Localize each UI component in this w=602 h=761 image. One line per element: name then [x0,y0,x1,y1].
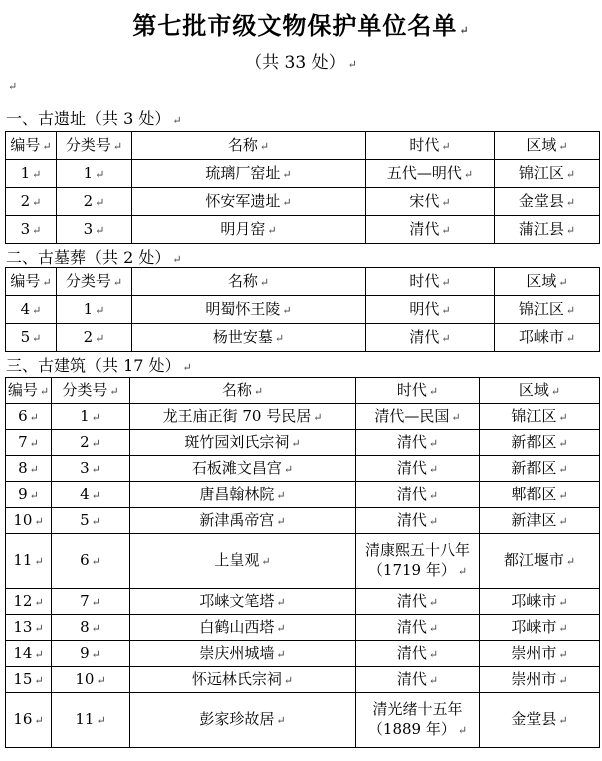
table-cell: 清代 ↵ [356,430,480,456]
table-cell: 3 ↵ [6,216,57,244]
table-cell: 4 ↵ [6,296,57,324]
table-cell: 清代 ↵ [356,508,480,534]
table-row [6,324,600,352]
column-header: 分类号 ↵ [57,132,132,160]
table-cell: 13 ↵ [6,615,52,641]
table-cell: 清代 ↵ [356,589,480,615]
table-cell: 7 ↵ [52,589,130,615]
table-cell: 上皇观 ↵ [130,534,356,589]
table-cell: 龙王庙正街 70 号民居 ↵ [130,404,356,430]
table-row [6,482,600,508]
table-cell: 金堂县 ↵ [480,693,600,748]
table-cell: 7 ↵ [6,430,52,456]
table-cell: 锦江区 ↵ [495,296,600,324]
table-cell: 新都区 ↵ [480,456,600,482]
table-row [6,615,600,641]
table-cell: 1 ↵ [52,404,130,430]
column-header: 名称 ↵ [132,132,366,160]
table-cell: 2 ↵ [57,188,132,216]
table-cell: 杨世安墓 ↵ [132,324,366,352]
table-cell: 10 ↵ [52,667,130,693]
column-header: 编号 ↵ [6,268,57,296]
table-cell: 锦江区 ↵ [480,404,600,430]
table-cell: 锦江区 ↵ [495,160,600,188]
table-cell: 清代 ↵ [356,456,480,482]
column-header: 时代 ↵ [366,132,495,160]
column-header: 编号 ↵ [6,132,57,160]
table-ancient-buildings [5,377,600,748]
column-header: 时代 ↵ [366,268,495,296]
table-ancient-sites [5,131,600,244]
section-heading-ancient-buildings: 三、古建筑（共 17 处） ↵ [6,356,192,375]
table-cell: 14 ↵ [6,641,52,667]
table-cell: 12 ↵ [6,589,52,615]
table-cell: 明代 ↵ [366,296,495,324]
table-cell: 新津禹帝宫 ↵ [130,508,356,534]
table-cell: 邛崃市 ↵ [495,324,600,352]
table-cell: 新津区 ↵ [480,508,600,534]
table-cell: 蒲江县 ↵ [495,216,600,244]
table-cell: 崇庆州城墙 ↵ [130,641,356,667]
column-header: 区域 ↵ [480,378,600,404]
table-row [6,667,600,693]
table-cell: 5 ↵ [52,508,130,534]
table-cell: 都江堰市 ↵ [480,534,600,589]
column-header: 编号 ↵ [6,378,52,404]
table-row [6,456,600,482]
table-cell: 1 ↵ [57,296,132,324]
table-cell: 15 ↵ [6,667,52,693]
table-cell: 10 ↵ [6,508,52,534]
table-cell: 清代 ↵ [356,667,480,693]
paragraph-mark: ↵ [8,80,18,93]
table-cell: 清光绪十五年（1889 年） ↵ [356,693,480,748]
section-heading-ancient-sites: 一、古遗址（共 3 处） ↵ [6,109,182,128]
table-row [6,693,600,748]
column-header: 时代 ↵ [356,378,480,404]
table-cell: 清代 ↵ [366,216,495,244]
table-row [6,430,600,456]
table-cell: 6 ↵ [52,534,130,589]
table-cell: 3 ↵ [52,456,130,482]
table-cell: 崇州市 ↵ [480,667,600,693]
table-cell: 唐昌翰林院 ↵ [130,482,356,508]
column-header: 名称 ↵ [132,268,366,296]
table-cell: 明蜀怀王陵 ↵ [132,296,366,324]
table-cell: 彭家珍故居 ↵ [130,693,356,748]
table-cell: 2 ↵ [57,324,132,352]
table-cell: 5 ↵ [6,324,57,352]
page-subtitle: （共 33 处） ↵ [245,53,357,73]
table-cell: 明月窑 ↵ [132,216,366,244]
table-cell: 邛崃市 ↵ [480,615,600,641]
table-cell: 11 ↵ [6,534,52,589]
header-row [6,268,600,296]
table-cell: 郫都区 ↵ [480,482,600,508]
table-cell: 3 ↵ [57,216,132,244]
table-cell: 清代 ↵ [356,482,480,508]
table-row [6,216,600,244]
table-cell: 2 ↵ [6,188,57,216]
table-row [6,404,600,430]
table-cell: 石板滩文昌宫 ↵ [130,456,356,482]
column-header: 分类号 ↵ [52,378,130,404]
column-header: 区域 ↵ [495,132,600,160]
page-title: 第七批市级文物保护单位名单 ↵ [132,11,470,40]
table-row [6,508,600,534]
table-cell: 邛崃文笔塔 ↵ [130,589,356,615]
table-row [6,296,600,324]
table-cell: 清代—民国 ↵ [356,404,480,430]
table-cell: 清代 ↵ [366,324,495,352]
table-cell: 五代—明代 ↵ [366,160,495,188]
table-ancient-tombs [5,267,600,352]
column-header: 名称 ↵ [130,378,356,404]
table-cell: 怀远林氏宗祠 ↵ [130,667,356,693]
header-row [6,378,600,404]
table-row [6,534,600,589]
table-cell: 16 ↵ [6,693,52,748]
table-cell: 怀安军遗址 ↵ [132,188,366,216]
table-cell: 9 ↵ [52,641,130,667]
table-cell: 宋代 ↵ [366,188,495,216]
table-cell: 琉璃厂窑址 ↵ [132,160,366,188]
table-cell: 清康熙五十八年（1719 年） ↵ [356,534,480,589]
table-row [6,188,600,216]
table-cell: 4 ↵ [52,482,130,508]
table-cell: 1 ↵ [6,160,57,188]
header-row [6,132,600,160]
table-cell: 崇州市 ↵ [480,641,600,667]
table-cell: 金堂县 ↵ [495,188,600,216]
table-cell: 8 ↵ [52,615,130,641]
table-cell: 清代 ↵ [356,641,480,667]
table-row [6,641,600,667]
column-header: 区域 ↵ [495,268,600,296]
table-cell: 清代 ↵ [356,615,480,641]
table-cell: 6 ↵ [6,404,52,430]
table-cell: 白鹤山西塔 ↵ [130,615,356,641]
table-cell: 1 ↵ [57,160,132,188]
table-cell: 11 ↵ [52,693,130,748]
table-cell: 2 ↵ [52,430,130,456]
section-heading-ancient-tombs: 二、古墓葬（共 2 处） ↵ [6,248,182,267]
table-cell: 新都区 ↵ [480,430,600,456]
table-cell: 9 ↵ [6,482,52,508]
table-row [6,589,600,615]
table-row [6,160,600,188]
table-cell: 8 ↵ [6,456,52,482]
column-header: 分类号 ↵ [57,268,132,296]
table-cell: 邛崃市 ↵ [480,589,600,615]
table-cell: 斑竹园刘氏宗祠 ↵ [130,430,356,456]
